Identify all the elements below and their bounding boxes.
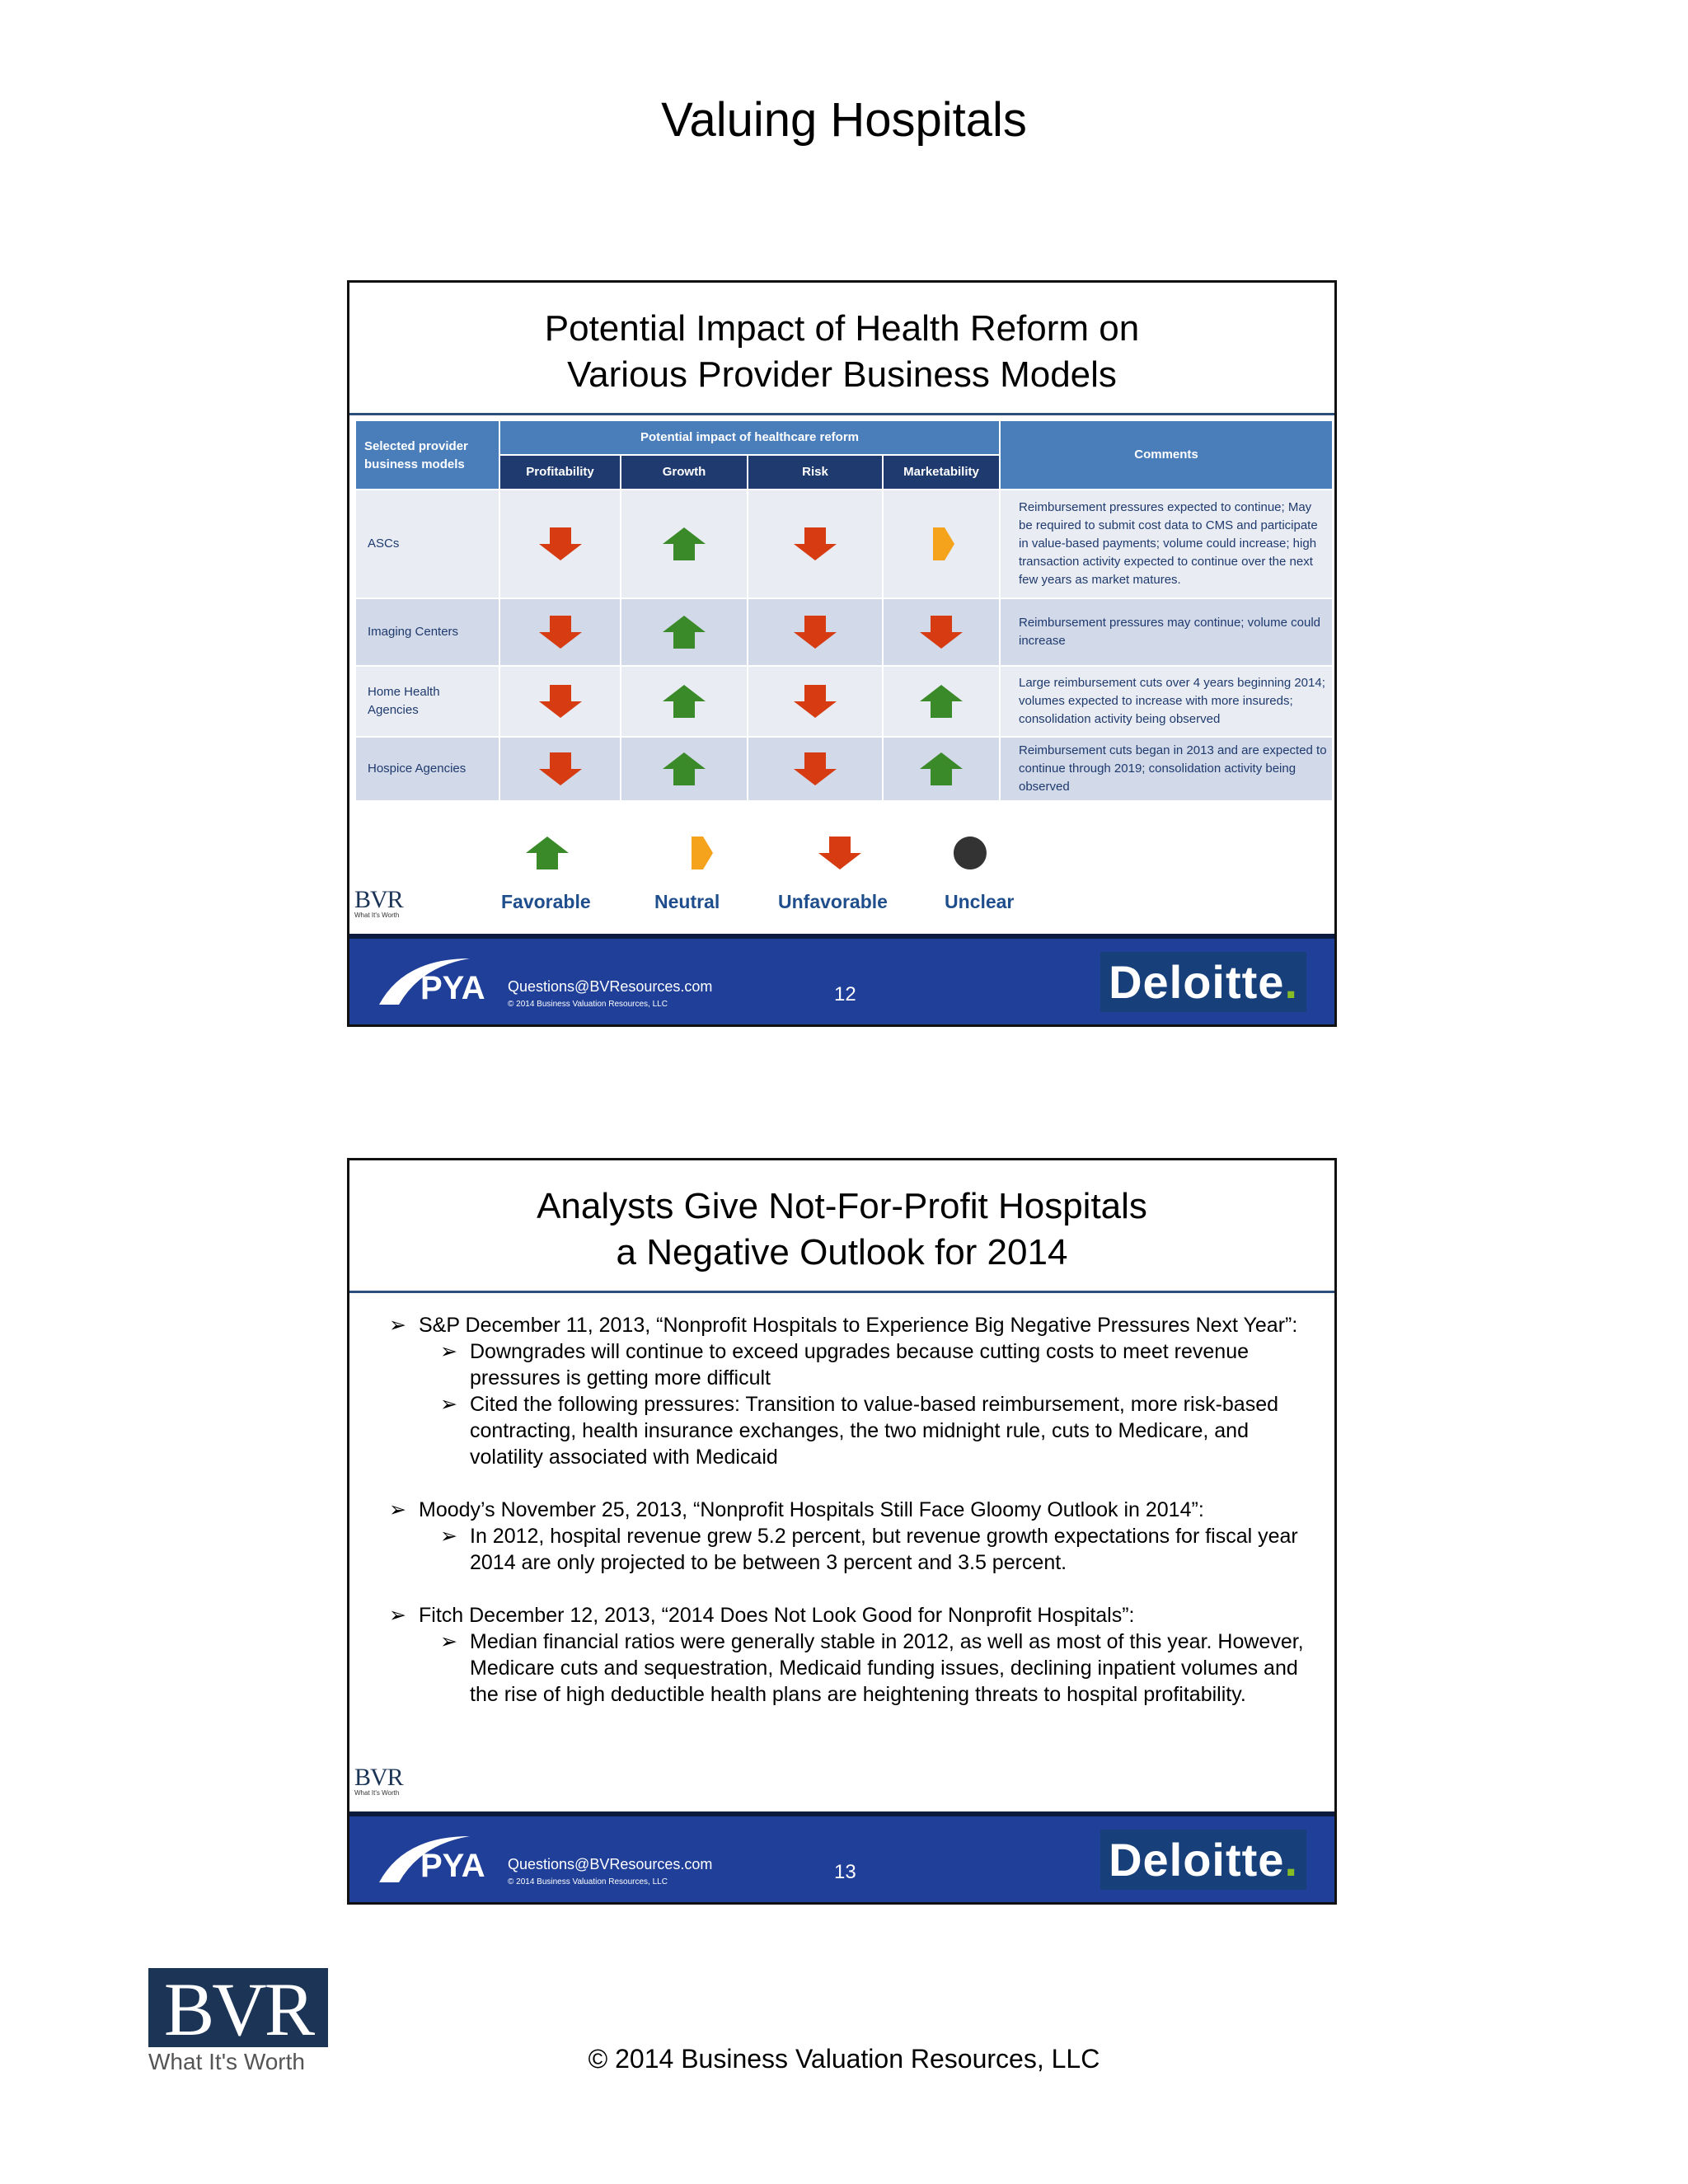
sub-bullet: ➢ Median financial ratios were generally stable in 2012, as well as most of this year. However, Medicare cuts and sequestration, Medicaid funding issues, declining inpatient volumes and the rise of high deductible health plans are heightening threats to hospital profitability. <box>440 1630 1304 1706</box>
unfavorable-arrow-icon <box>790 526 840 562</box>
pya-logo-text: PYA <box>420 1848 485 1884</box>
row-comment: Large reimbursement cuts over 4 years beginning 2014; volumes expected to increase with more insureds; consolidation activity being observed <box>1001 667 1332 736</box>
slide-title-line2: a Negative Outlook for 2014 <box>616 1232 1068 1272</box>
favorable-arrow-icon <box>659 751 709 787</box>
row-comment: Reimbursement pressures expected to continue; May be required to submit cost data to CMS and participate in value-based payments; volume could increase; high transaction activity expected to continue over the next few years as market matures. <box>1001 490 1332 598</box>
arrow-bullet-icon: ➢ <box>389 1498 406 1521</box>
title-divider <box>349 413 1334 415</box>
bvr-small-logo: BVR What It's Worth <box>354 1764 403 1797</box>
legend-favorable-icon <box>523 835 572 875</box>
page-title: Valuing Hospitals <box>661 93 1027 147</box>
slide-title <box>349 1183 1334 1276</box>
impact-cell-growth <box>621 490 747 598</box>
footer-email: Questions@BVResources.com <box>508 978 713 995</box>
unfavorable-arrow-icon <box>917 614 966 650</box>
sub-bullet: ➢ Cited the following pressures: Transition to value-based reimbursement, more risk-based contracting, health insurance exchanges, the two midnight rule, cuts to Medicare, and volatility associated with Medicaid <box>440 1393 1279 1469</box>
arrow-bullet-icon: ➢ <box>440 1525 457 1548</box>
impact-cell-growth <box>621 667 747 736</box>
bvr-small-logo: BVR What It's Worth <box>354 886 403 919</box>
header-profitability: Profitability <box>500 456 620 489</box>
bullet-sp: ➢ S&P December 11, 2013, “Nonprofit Hospitals to Experience Big Negative Pressures Next Year”: <box>389 1314 1298 1337</box>
arrow-bullet-icon: ➢ <box>440 1393 457 1416</box>
favorable-arrow-icon <box>917 683 966 719</box>
arrow-bullet-icon: ➢ <box>389 1314 406 1337</box>
slide-title-line1: Potential Impact of Health Reform on <box>544 308 1140 349</box>
page-copyright: © 2014 Business Valuation Resources, LLC <box>588 2044 1100 2074</box>
impact-cell-profitability <box>500 738 620 800</box>
row-model-name: Hospice Agencies <box>356 738 499 800</box>
footer-copyright: © 2014 Business Valuation Resources, LLC <box>508 1877 668 1886</box>
legend-neutral-icon <box>675 835 724 875</box>
impact-cell-risk <box>748 667 882 736</box>
slide-title-line1: Analysts Give Not-For-Profit Hospitals <box>537 1186 1147 1226</box>
unfavorable-arrow-icon <box>536 614 585 650</box>
row-model-name: ASCs <box>356 490 499 598</box>
legend-unclear-icon <box>945 835 995 875</box>
deloitte-logo: Deloitte. <box>1100 1830 1306 1890</box>
unfavorable-arrow-icon <box>790 683 840 719</box>
footer-copyright: © 2014 Business Valuation Resources, LLC <box>508 1000 668 1009</box>
arrow-bullet-icon: ➢ <box>440 1340 457 1363</box>
deloitte-logo: Deloitte. <box>1100 952 1306 1012</box>
slide-footer <box>349 934 1334 1024</box>
neutral-arrow-icon <box>917 526 966 562</box>
impact-cell-marketability <box>884 490 999 598</box>
arrow-bullet-icon: ➢ <box>389 1604 406 1627</box>
impact-cell-risk <box>748 599 882 665</box>
sub-bullet: ➢ Downgrades will continue to exceed upgrades because cutting costs to meet revenue pressures is getting more difficult <box>440 1340 1250 1390</box>
unfavorable-arrow-icon <box>536 751 585 787</box>
row-model-name: Home Health Agencies <box>356 667 499 736</box>
impact-cell-growth <box>621 599 747 665</box>
footer-email: Questions@BVResources.com <box>508 1856 713 1872</box>
legend-favorable-label: Favorable <box>501 891 591 912</box>
legend-unfavorable-label: Unfavorable <box>778 891 888 912</box>
unfavorable-arrow-icon <box>536 683 585 719</box>
bullet-fitch: ➢ Fitch December 12, 2013, “2014 Does Not Look Good for Nonprofit Hospitals”: <box>389 1604 1135 1627</box>
bullet-moodys: ➢ Moody’s November 25, 2013, “Nonprofit Hospitals Still Face Gloomy Outlook in 2014”: <box>389 1498 1204 1521</box>
row-comment: Reimbursement cuts began in 2013 and are expected to continue through 2019; consolidation activity being observed <box>1001 738 1332 800</box>
arrow-bullet-icon: ➢ <box>440 1630 457 1653</box>
slide-footer <box>349 1811 1334 1902</box>
sub-bullet: ➢ In 2012, hospital revenue grew 5.2 percent, but revenue growth expectations for fiscal year 2014 are only projected to be between 3 percent and 3.5 percent. <box>440 1525 1298 1574</box>
impact-cell-marketability <box>884 738 999 800</box>
header-comments: Comments <box>1001 421 1332 489</box>
legend-unclear-label: Unclear <box>945 891 1015 912</box>
header-models: Selected provider business models <box>356 421 499 489</box>
legend-neutral-label: Neutral <box>654 891 720 912</box>
header-growth: Growth <box>621 456 747 489</box>
impact-cell-growth <box>621 738 747 800</box>
pya-logo-text: PYA <box>420 970 485 1006</box>
page-number: 13 <box>834 1861 856 1883</box>
slide-title-line2: Various Provider Business Models <box>567 354 1117 395</box>
impact-cell-profitability <box>500 667 620 736</box>
header-impact-group: Potential impact of healthcare reform <box>500 421 999 454</box>
favorable-arrow-icon <box>659 614 709 650</box>
impact-cell-profitability <box>500 490 620 598</box>
slide-13 <box>347 1158 1337 1905</box>
legend-unfavorable-icon <box>815 835 865 875</box>
impact-cell-marketability <box>884 599 999 665</box>
unfavorable-arrow-icon <box>536 526 585 562</box>
impact-cell-profitability <box>500 599 620 665</box>
favorable-arrow-icon <box>659 683 709 719</box>
header-marketability: Marketability <box>884 456 999 489</box>
row-comment: Reimbursement pressures may continue; volume could increase <box>1001 599 1332 665</box>
header-risk: Risk <box>748 456 882 489</box>
page-number: 12 <box>834 983 856 1005</box>
slide-12 <box>347 280 1337 1027</box>
bullet-list <box>389 1312 1312 1708</box>
title-divider <box>349 1291 1334 1293</box>
slide-title <box>349 306 1334 398</box>
favorable-arrow-icon <box>659 526 709 562</box>
unfavorable-arrow-icon <box>790 614 840 650</box>
impact-cell-risk <box>748 490 882 598</box>
favorable-arrow-icon <box>917 751 966 787</box>
row-model-name: Imaging Centers <box>356 599 499 665</box>
bvr-logo: BVR What It's Worth <box>148 1968 331 2075</box>
impact-cell-marketability <box>884 667 999 736</box>
impact-cell-risk <box>748 738 882 800</box>
unfavorable-arrow-icon <box>790 751 840 787</box>
